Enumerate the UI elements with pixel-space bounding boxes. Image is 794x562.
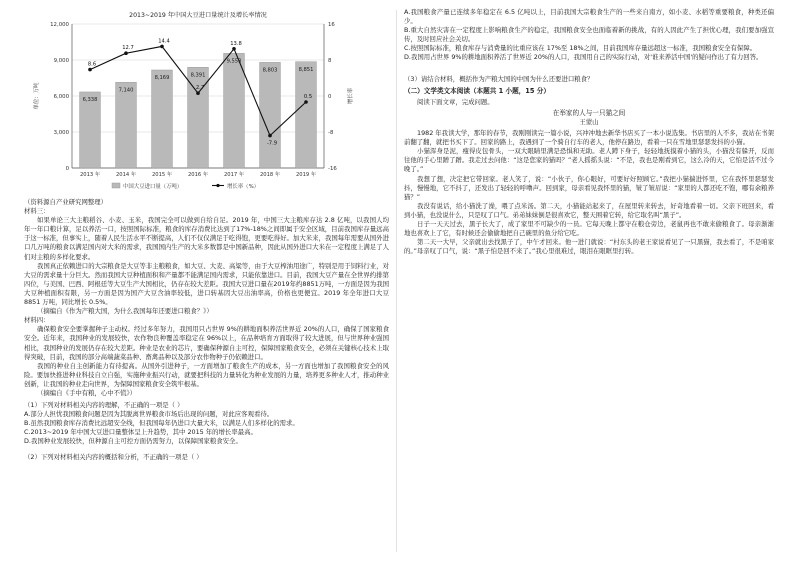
material-four-paragraph-2: 我国的种业自主创新能力有待提高。从国外引进种子，一方面增加了粮食生产的成本，另一方面也增加了我国粮食安全的风险。要加快推进种业科技自立自强，实施种业振兴行动，就要把科技的力量转化为种业发展的力量，培养更多种业人才，推动种业创新，让我国的种业走向世界，为保障国家粮食安全筑牢根基。 <box>24 361 389 388</box>
y-left-tick-label: 3,000 <box>53 130 69 136</box>
y-right-tick-label: 8 <box>328 58 332 64</box>
material-four-paragraph-1: 确保粮食安全要掌握种子主动权。经过多年努力，我国用只占世界 9%的耕地面积养活世界近 20%的人口，确保了国家粮食安全。近年来，我国种业的发展较快，农作物良种覆盖率稳定在 96%以上，在品种培育方面取得了较大进展，但与世界种业强国相比，我国种业的发展仍存在较大差距。种业是农业的芯片，要确保种源自主可控，保障国家粮食安全，必须在关键核心技术上取得突破，目前，我国的部分高端蔬菜品种、畜禽品种以及部分农作物种子仍依赖进口。 <box>24 325 389 361</box>
growth-rate-label: 13.8 <box>230 40 242 47</box>
legend-bar-label: 中国大豆进口量（万吨） <box>123 184 183 190</box>
growth-rate-point <box>124 51 128 55</box>
x-tick-label: 2016 年 <box>187 172 209 178</box>
import-volume-bar <box>224 53 245 168</box>
story-paragraph-4: 我没有说话，给小猫洗了澡，喂了点米汤。第二天，小猫能站起来了，在屋里转来转去，好奇地看着一切。父亲下班回来，看到小猫，也没说什么，只是叹了口气。弟弟妹妹倒是很喜欢它，整天围着它转，给它取名叫“黑子”。 <box>404 201 774 219</box>
material-three-citation: （摘编自《作为产粮大国，为什么我国每年还要进口粮食？》） <box>37 307 213 316</box>
question-2-option-b: B.重大自然灾害在一定程度上影响粮食生产的稳定，我国粮食安全也面临着新的挑战，有的人因此产生了担忧心理，我们要加强宣传，及时回应社会关切。 <box>404 26 774 44</box>
y-right-tick-label: -8 <box>328 130 334 136</box>
chart-source-note: （资料源自产业研究网整理） <box>24 198 108 206</box>
x-tick-label: 2013 年 <box>79 172 101 178</box>
growth-rate-label: 14.4 <box>158 38 170 45</box>
story-paragraph-1: 1982 年我读大学，那年的春节，我刚刚读完一篇小说，兴冲冲地去新华书店买了一本小说选集。书店里的人不多，我站在书架前翻了翻，就把书买下了。回家的路上，我遇到了一个骑自行车的老人，他停在路边，看着一只在雪地里瑟瑟发抖的小猫。 <box>404 129 774 147</box>
story-paragraph-5: 日子一天天过去，黑子长大了，成了家里不可缺少的一员。它每天晚上都守在粮仓旁边，老鼠再也不敢来偷粮食了。母亲渐渐地也喜欢上了它，有时候还会偷偷地把自己碗里的鱼分给它吃。 <box>404 219 774 238</box>
legend-line-label: 增长率（%） <box>227 184 260 190</box>
import-volume-bar <box>116 82 137 168</box>
import-volume-label: 8,803 <box>262 67 278 74</box>
story-paragraph-2: 小猫浑身是泥，瘦得皮包骨头，一双大眼睛里满是恐惧和无助。老人蹲下身子，轻轻地抚摸着小猫的头，小猫没有躲开，反而往他的手心里蹭了蹭。我走过去问他：“这是您家的猫吗？”老人摇摇头说：“不是，我也是刚看到它，这么冷的天，它怕是活不过今晚了。” <box>404 147 774 174</box>
growth-rate-label: 12.7 <box>122 45 134 52</box>
y-right-tick-label: 0 <box>328 94 332 100</box>
chart-svg <box>24 8 389 198</box>
import-volume-label: 8,169 <box>154 74 170 81</box>
import-volume-label: 7,140 <box>118 87 134 94</box>
legend-bar-swatch <box>112 183 120 188</box>
story-paragraph-6: 第二天一大早，父亲就出去找黑子了，中午才回来。他一进门就说：“村东头的老王家说看见了一只黑猫，我去看了，不是咱家的。”母亲叹了口气，说：“黑子怕是回不来了。”我心里很难过，眼泪在眼眶里打转。 <box>404 238 774 256</box>
growth-rate-label: -7.9 <box>266 140 278 147</box>
material-three-paragraph-1: 如果单论三大主粮稻谷、小麦、玉米，我国完全可以做到自给自足。2019 年，中国三大主粮库存达 2.8 亿吨，以我国人均年一年口粮计算，足以养活一口，按照国际标准，粮食的库存消费比达到了17%-18%之间即属于安全区域，目前我国库存量远高于这一标准，但事实上，随着人民生活水平不断提高，人们不仅仅满足于吃得饱，更要吃得好。加大米来，我国每年需要从国外进口几万吨的粮食以满足国内对大米的需求，我国国内生产的大米多数都是中国新品种，因此从国外进口大米在一定程度上满足了人们对主粮的多样化要求。 <box>24 216 389 261</box>
growth-rate-point <box>268 134 272 138</box>
question-1-option-d: D.我国种业发展较快，但种源自主可控方面仍需努力，以保障国家粮食安全。 <box>24 437 242 446</box>
material-three-label: 材料三： <box>24 207 50 216</box>
x-tick-label: 2015 年 <box>151 172 173 178</box>
import-volume-bar <box>152 70 173 168</box>
growth-rate-point <box>160 45 164 49</box>
question-1-option-a: A.部分人担忧我国粮食问题是因为其脱离世界粮食市场后出现的问题，对此应客观看待。 <box>24 410 274 419</box>
question-2-option-c: C.按照国际标准，粮食库存与消费量的比重应该在 17%至 18%之间，目前我国库存量远超这一标准，我国粮食安全有保障。 <box>404 44 757 53</box>
growth-rate-point <box>88 68 92 72</box>
y-left-tick-label: 6,000 <box>53 94 69 100</box>
x-tick-label: 2017 年 <box>223 172 245 178</box>
import-volume-bar <box>296 62 317 168</box>
material-four-citation: （摘编自《手中有粮，心中不慌》） <box>37 388 137 397</box>
question-2-stem: （2）下列对材料相关内容的概括和分析，不正确的一项是（ ） <box>24 452 203 461</box>
question-2-option-d: D.我国用占世界 9%的耕地面积养活了世界近 20%的人口，我国用自己的实际行动，对'谁来养活中国'的疑问作出了有力回答。 <box>404 53 763 62</box>
section-two-heading: （二）文学类文本阅读（本题共 1 小题，15 分） <box>404 86 550 95</box>
growth-rate-point <box>304 100 308 104</box>
question-1-option-c: C.2013~2019 年中国大豆进口量整体呈上升趋势，其中 2015 年的增长率最高。 <box>24 428 257 437</box>
y-left-tick-label: 9,000 <box>53 58 69 64</box>
right-column <box>404 8 774 556</box>
x-tick-label: 2014 年 <box>115 172 137 178</box>
import-volume-bar <box>80 92 101 168</box>
growth-rate-point <box>196 91 200 95</box>
material-four-label: 材料四： <box>24 316 50 325</box>
soybean-import-chart <box>24 8 389 198</box>
question-2-option-a: A.我国粮食产量已连续多年稳定在 6.5 亿吨以上，目前我国大宗粮食生产的一些来自南方，如小麦、水稻等重要粮食，种类还偏少。 <box>404 8 774 26</box>
legend-line-marker <box>216 184 219 187</box>
growth-rate-label: 0.5 <box>303 94 313 100</box>
chart-title: 2013~2019 年中国大豆进口量统计及增长率情况 <box>129 12 267 19</box>
material-three-paragraph-2: 我国真正依赖进口的大宗粮食是大豆等非主粮粮食，如大豆、大麦、高粱等，由于大豆榨油用途广，特别是用于饲料行业，对大豆的需求量十分巨大。然而我国大豆种植面积和产量都不能满足国内需求，只能依靠进口。目前，我国大豆产量在全世界约排第四位，与美国、巴西、阿根廷等大豆生产大国相比，仍存在较大差距。我国大豆进口量在2019年约8851万吨，一方面是因为我国大豆种植面积有限，另一方面是因为国产大豆含油率较低，进口转基因大豆出油率高，价格也更便宜。2019 年全年进口大豆 8851 万吨，同比增长 0.5%。 <box>24 261 389 307</box>
story-title: 在举家的人与一只猫之间 <box>552 108 626 117</box>
y-left-axis-title: 单位：万吨 <box>34 82 40 110</box>
import-volume-label: 8,391 <box>190 72 206 79</box>
growth-rate-label: 2.7 <box>195 85 205 92</box>
column-divider <box>396 10 397 552</box>
question-1-option-b: B.虽然我国粮食库存消费比远超安全线，但我国每年仍进口大量大米，以满足人们多样化的需求。 <box>24 419 299 428</box>
x-tick-label: 2019 年 <box>295 172 317 178</box>
reading-instruction: 阅读下面文章，完成问题。 <box>417 97 494 106</box>
import-volume-bar <box>260 62 281 168</box>
y-right-tick-label: -16 <box>328 166 337 172</box>
growth-rate-point <box>232 47 236 51</box>
growth-rate-label: 8.6 <box>87 61 97 68</box>
y-left-tick-label: 0 <box>65 166 69 172</box>
y-right-axis-title: 增长率 <box>348 87 354 105</box>
question-3-stem: （3）请结合材料，概括作为产粮大国的中国为什么还要进口粮食？ <box>404 74 594 83</box>
y-left-tick-label: 12,000 <box>50 22 69 28</box>
question-1-stem: （1）下列对材料相关内容的理解，不正确的一项是（ ） <box>24 401 184 410</box>
x-tick-label: 2018 年 <box>259 172 281 178</box>
story-paragraph-3: 我想了想，决定把它带回家。老人笑了，说：“小伙子，你心眼好，可要好好照顾它。”我把小猫揣进怀里，它在我怀里瑟瑟发抖，慢慢地，它不抖了，还发出了轻轻的呼噜声。回到家，母亲看见我怀里的猫，皱了皱眉说：“家里的人都还吃不饱，哪有余粮养猫？” <box>404 174 774 201</box>
y-right-tick-label: 16 <box>328 22 335 28</box>
story-author: 王蒙山 <box>579 117 599 126</box>
import-volume-label: 9,553 <box>226 58 242 65</box>
left-column <box>24 8 389 556</box>
import-volume-label: 8,851 <box>298 66 314 73</box>
import-volume-label: 6,338 <box>82 96 98 103</box>
import-volume-bar <box>188 67 209 168</box>
